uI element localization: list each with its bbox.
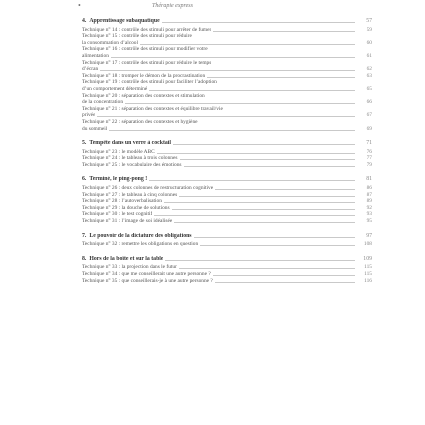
dot-leader — [213, 275, 355, 276]
page-number: 116 — [364, 277, 372, 284]
entry-line — [82, 33, 372, 40]
dot-leader — [154, 215, 355, 216]
toc-entry[interactable] — [82, 33, 372, 46]
page-number: 109 — [363, 255, 372, 262]
entry-title: Technique n° 32 : remettre les obligations en question — [82, 241, 199, 248]
entry-line — [82, 278, 372, 285]
dot-leader — [165, 260, 355, 261]
entry-line — [82, 93, 372, 100]
entry-title: Technique n° 35 : que conseillerais-je à une autre personne ? — [82, 277, 213, 284]
section-heading[interactable] — [82, 233, 372, 240]
entry-title-continuation: privée — [82, 112, 96, 119]
toc-section — [82, 233, 372, 248]
entry-continuation-line — [82, 53, 372, 60]
page-number: 77 — [366, 155, 372, 162]
table-of-contents — [82, 18, 372, 292]
page-number: 115 — [364, 271, 372, 277]
toc-entry[interactable] — [82, 73, 372, 80]
dot-leader — [149, 90, 355, 91]
entry-title: Technique n° 23 : le modèle ABC — [82, 148, 155, 155]
entry-title: Technique n° 27 : le tableau à cinq colonnes — [82, 191, 178, 198]
entry-title: Technique n° 26 : deux colonnes de restructuration cognitive — [82, 185, 214, 192]
toc-entry[interactable] — [82, 278, 372, 285]
page-number: 60 — [366, 39, 372, 46]
dot-leader — [184, 166, 355, 167]
entry-title-continuation: d’un comportement déterminé — [82, 85, 148, 92]
page-number: 115 — [364, 264, 372, 271]
dot-leader — [194, 237, 355, 238]
page-number: 65 — [366, 85, 372, 92]
entry-title: Technique n° 25 : le vocabulaire des émotions — [82, 161, 182, 168]
toc-entry[interactable] — [82, 211, 372, 218]
toc-entry[interactable] — [82, 185, 372, 192]
page-number: 108 — [363, 241, 372, 248]
section-title: Apprentissage subaquatique — [89, 18, 160, 24]
section-number: 8. — [82, 255, 87, 262]
toc-entry[interactable] — [82, 271, 372, 278]
dot-leader — [215, 282, 355, 283]
toc-section — [82, 176, 372, 224]
toc-entry[interactable] — [82, 155, 372, 162]
entry-title: Technique n° 24 : le tableau à trois colonnes — [82, 155, 178, 162]
toc-entry[interactable] — [82, 218, 372, 225]
page-number: 59 — [366, 26, 372, 33]
section-number: 7. — [82, 232, 87, 239]
entry-line — [82, 185, 372, 192]
entry-line — [82, 241, 372, 248]
entry-title-continuation: du sommeil — [82, 125, 108, 132]
toc-section — [82, 256, 372, 284]
entry-title: Technique n° 28 : l’autoverbalisation — [82, 198, 162, 205]
entry-line — [82, 149, 372, 156]
entry-continuation-line — [82, 86, 372, 93]
entry-continuation-line — [82, 126, 372, 133]
entry-title-continuation: la consommation d’alcool — [82, 39, 138, 46]
page-number: 69 — [366, 125, 372, 132]
dot-leader — [162, 22, 355, 23]
page-number: 92 — [366, 204, 372, 211]
section-heading[interactable] — [82, 18, 372, 25]
dot-leader — [109, 130, 355, 131]
toc-section — [82, 18, 372, 132]
section-title: Tempête dans un verre à cocktail — [89, 140, 171, 147]
entry-line — [82, 162, 372, 169]
entry-title: Technique n° 31 : l’image de soi idéalisée — [82, 218, 173, 225]
entry-line — [82, 60, 372, 67]
section-heading[interactable] — [82, 256, 372, 263]
dot-leader — [180, 159, 356, 160]
dot-leader — [215, 189, 355, 190]
toc-entry[interactable] — [82, 241, 372, 248]
dot-leader — [140, 44, 355, 45]
entry-line — [82, 79, 372, 86]
section-number: 6. — [82, 176, 87, 183]
entry-title: Technique n° 17 : contrôle des stimuli pour réduire le temps — [82, 59, 212, 66]
section-title: Terminé, le ping-pong ! — [89, 176, 148, 183]
dot-leader — [157, 153, 355, 154]
entry-title: Technique n° 22 : séparation des contextes et hygiène — [82, 118, 198, 125]
entry-title: Technique n° 34 : que me conseillerait une autre personne ? — [82, 271, 211, 277]
toc-entry[interactable] — [82, 198, 372, 205]
entry-continuation-line — [82, 112, 372, 119]
page-number: 62 — [366, 66, 372, 73]
dot-leader — [149, 180, 355, 181]
entry-continuation-line — [82, 99, 372, 106]
section-title: Hors de la boîte et sur la table — [89, 255, 164, 262]
entry-title: Technique n° 14 : contrôle des stimuli pour arrêter de fumer — [82, 26, 212, 33]
page-number: 81 — [366, 176, 372, 183]
entry-title: Technique n° 33 : la projection dans le futur — [82, 264, 177, 271]
entry-line — [82, 205, 372, 212]
toc-entry[interactable] — [82, 27, 372, 34]
entry-line — [82, 192, 372, 199]
dot-leader — [173, 144, 355, 145]
entry-line — [82, 264, 372, 271]
entry-line — [82, 211, 372, 218]
section-title: Le pouvoir de la dictature des obligations — [89, 232, 192, 239]
toc-entry[interactable] — [82, 93, 372, 106]
dot-leader — [200, 245, 355, 246]
entry-line — [82, 46, 372, 53]
header-marker: • — [78, 1, 81, 10]
entry-title-continuation: d’écran — [82, 66, 99, 73]
dot-leader — [174, 222, 355, 223]
entry-continuation-line — [82, 66, 372, 73]
entry-title-continuation: alimentation — [82, 52, 109, 59]
dot-leader — [172, 209, 355, 210]
page-number: 66 — [366, 99, 372, 106]
entry-continuation-line — [82, 40, 372, 47]
dot-leader — [213, 31, 355, 32]
toc-entry[interactable] — [82, 205, 372, 212]
page-number: 67 — [366, 112, 372, 119]
toc-entry[interactable] — [82, 192, 372, 199]
toc-entry[interactable] — [82, 119, 372, 132]
entry-title-continuation: de la concentration — [82, 99, 124, 106]
page-number: 63 — [366, 72, 372, 79]
section-number: 5. — [82, 140, 87, 147]
toc-entry[interactable] — [82, 60, 372, 73]
running-header — [0, 2, 425, 12]
dot-leader — [125, 103, 355, 104]
dot-leader — [97, 116, 355, 117]
entry-line — [82, 218, 372, 225]
entry-line — [82, 198, 372, 205]
section-heading[interactable] — [82, 140, 372, 147]
page-number: 57 — [366, 18, 372, 24]
dot-leader — [179, 196, 355, 197]
page-number: 76 — [366, 148, 372, 155]
dot-leader — [111, 57, 355, 58]
page-number: 89 — [366, 198, 372, 205]
section-number: 4. — [82, 18, 87, 24]
entry-title: Technique n° 20 : séparation des contextes et stimulation — [82, 92, 205, 99]
entry-line — [82, 27, 372, 34]
entry-title: Technique n° 15 : contrôle des stimuli pour réduire — [82, 33, 192, 40]
header-title: Thérapie express — [152, 3, 193, 9]
dot-leader — [164, 202, 355, 203]
page-number: 71 — [366, 140, 372, 147]
toc-entry[interactable] — [82, 46, 372, 59]
entry-title: Technique n° 30 : le test cognitif — [82, 211, 153, 218]
entry-title: Technique n° 21 : séparation des contextes et équilibre travail/vie — [82, 105, 223, 112]
page-number: 93 — [366, 211, 372, 218]
entry-line — [82, 106, 372, 113]
dot-leader — [179, 268, 355, 269]
toc-entry[interactable] — [82, 79, 372, 92]
toc-entry[interactable] — [82, 162, 372, 169]
toc-entry[interactable] — [82, 106, 372, 119]
page-number: 79 — [366, 161, 372, 168]
dot-leader — [207, 77, 355, 78]
entry-line — [82, 271, 372, 278]
entry-title: Technique n° 19 : contrôle des stimuli pour faciliter l’adoption — [82, 79, 217, 86]
entry-title: Technique n° 16 : contrôle des stimuli pour modifier votre — [82, 46, 208, 53]
entry-line — [82, 73, 372, 80]
entry-line — [82, 119, 372, 126]
entry-title: Technique n° 29 : la douche de solutions — [82, 204, 170, 211]
page-number: 95 — [366, 218, 372, 225]
dot-leader — [100, 70, 355, 71]
toc-entry[interactable] — [82, 149, 372, 156]
entry-title: Technique n° 18 : tromper le démon de la procrastination — [82, 72, 206, 79]
entry-line — [82, 155, 372, 162]
page-number: 87 — [366, 191, 372, 198]
toc-section — [82, 140, 372, 168]
section-heading[interactable] — [82, 176, 372, 183]
toc-entry[interactable] — [82, 264, 372, 271]
page-number: 61 — [366, 52, 372, 59]
page-number: 86 — [366, 185, 372, 192]
page-number: 97 — [366, 232, 372, 239]
